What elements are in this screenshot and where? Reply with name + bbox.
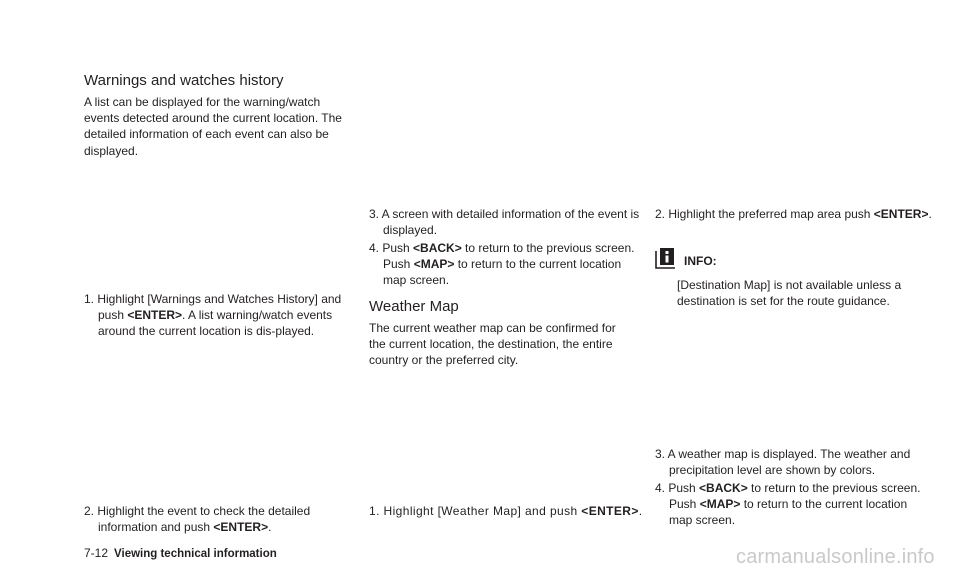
warnings-step-3: 3. A screen with detailed information of the event is displayed. [369,207,640,238]
page-number: 7-12 [84,546,109,560]
weather-step-3: 3. A weather map is displayed. The weather and precipitation level are shown by colors. [655,447,911,478]
chapter-title: Viewing technical information [114,548,277,560]
weather-step-1: 1. Highlight [Weather Map] and push <ENTER>. [369,504,643,518]
weather-step-2: 2. Highlight the preferred map area push <ENTER>. [655,207,932,221]
info-icon [655,246,677,275]
warnings-step-1: 1. Highlight [Warnings and Watches History] and push <ENTER>. A list warning/watch events around the current location is dis-played. [84,292,342,339]
section-heading-weather-map: Weather Map [369,298,459,315]
warnings-step-4: 4. Push <BACK> to return to the previous screen. Push <MAP> to return to the current location map screen. [369,241,635,288]
info-label: INFO: [684,254,717,268]
weather-step-4: 4. Push <BACK> to return to the previous screen. Push <MAP> to return to the current location map screen. [655,481,921,528]
warnings-step-2: 2. Highlight the event to check the detailed information and push <ENTER>. [84,504,311,535]
page-footer [84,546,277,560]
warnings-intro: A list can be displayed for the warning/watch events detected around the current location. The detailed information of each event can also be displayed. [84,95,342,158]
weather-map-intro: The current weather map can be confirmed for the current location, the destination, the entire country or the preferred city. [369,321,616,368]
info-text: [Destination Map] is not available unless a destination is set for the route guidance. [677,278,902,309]
watermark: carmanualsonline.info [736,546,935,568]
section-heading-warnings: Warnings and watches history [84,72,284,89]
